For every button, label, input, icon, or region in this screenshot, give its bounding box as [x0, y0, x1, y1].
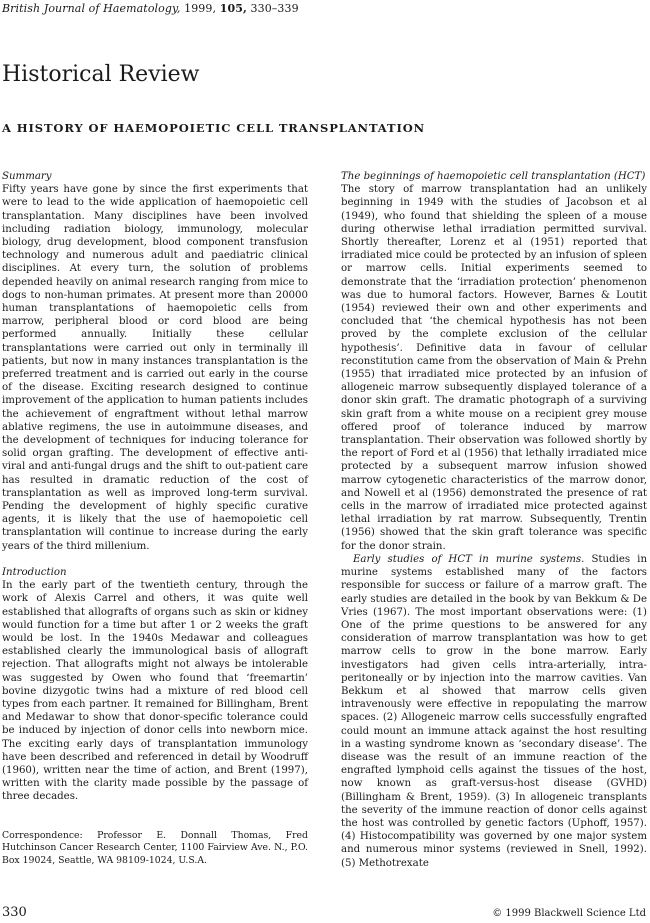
journal-volume: 105, [219, 2, 247, 15]
summary-paragraph: Fifty years have gone by since the first experiments that were to lead to the wide application of haemopoietic cell transplantation. Many disciplines have been involved including radiation biology, immunology, molecular biology, drug development, blood component transfusion technology and numerous adult and paediatric clinical disciplines. At every turn, the solution of problems depended heavily on animal research ranging from mice to dogs to non-human primates. At present more than 20000 human transplantations of haemopoietic cells from marrow, peripheral blood or cord blood are being performed annually. Initially these cellular transplantations were carried out only in terminally ill patients, but now in many instances transplantation is the preferred treatment and is carried out early in the course of the disease. Exciting research designed to continue improvement of the application to human patients includes the achievement of engraftment without lethal marrow ablative regimens, the use in autoimmune diseases, and the development of techniques for inducing tolerance for solid organ grafting. The development of effective anti-viral and anti-fungal drugs and the shift to out-patient care has resulted in dramatic reduction of the cost of transplantation as well as improved long-term survival. Pending the development of highly specific curative agents, it is likely that the use of haemopoietic cell transplantation will continue to increase during the early years of the third millenium. [2, 184, 308, 552]
journal-pages: 330–339 [250, 2, 299, 15]
copyright-notice: © 1999 Blackwell Science Ltd [492, 908, 646, 919]
beginnings-heading: The beginnings of haemopoietic cell transplantation (HCT) [341, 171, 646, 182]
introduction-heading: Introduction [2, 566, 67, 578]
summary-heading: Summary [2, 171, 52, 182]
murine-heading: Early studies of HCT in murine systems. [353, 553, 585, 565]
introduction-paragraph: In the early part of the twentieth century, through the work of Alexis Carrel and others, it was quite well established that allografts of organs such as skin or kidney would function for a time but after 1 or 2 weeks the graft would be lost. In the 1940s Medawar and colleagues established clearly the immunological basis of allograft rejection. That allografts might not always be intolerable was suggested by Owen who found that ‘freemartin’ bovine dizygotic twins had a mixture of red blood cell types from each partner. It remained for Billingham, Brent and Medawar to show that donor-specific tolerance could be induced by injection of donor cells into newborn mice. The exciting early days of transplantation immunology have been described and referenced in detail by Woodruff (1960), written near the time of action, and Brent (1997), written with the clarity made possible by the passage of three decades. [2, 580, 308, 803]
page-number: 330 [2, 905, 27, 920]
correspondence-note: Correspondence: Professor E. Donnall Thomas, Fred Hutchinson Cancer Research Center, 1100 Fairview Ave. N., P.O. Box 19024, Seattle, WA 98109-1024, U.S.A. [2, 830, 308, 866]
article-title: A HISTORY OF HAEMOPOIETIC CELL TRANSPLANTATION [2, 121, 426, 135]
murine-text: Studies in murine systems established many of the factors responsible for success or failure of a marrow graft. The early studies are detailed in the book by van Bekkum & De Vries (1967). The most important observations were: (1) One of the prime questions to be answered for any consideration of marrow transplantation was how to get marrow cells to grow in the bone marrow. Early investigators had given cells intra-arterially, intra-peritoneally or by injection into the marrow cavities. Van Bekkum et al showed that marrow cells given intravenously were effective in repopulating the marrow spaces. (2) Allogeneic marrow cells successfully engrafted could mount an immune attack against the host resulting in a wasting syndrome known as ‘secondary disease’. The disease was the result of an immune reaction of the engrafted lymphoid cells against the tissues of the host, now known as graft-versus-host disease (GVHD) (Billingham & Brent, 1959). (3) In allogeneic transplants the severity of the immune reaction of donor cells against the host was controlled by genetic factors (Uphoff, 1957). (4) Histocompatibility was governed by one major system and numerous minor systems (reviewed in Snell, 1992). (5) Methotrexate [341, 553, 647, 869]
beginnings-paragraph: The story of marrow transplantation had an unlikely beginning in 1949 with the studies of Jacobson et al (1949), who found that shielding the spleen of a mouse during otherwise lethal irradiation permitted survival. Shortly thereafter, Lorenz et al (1951) reported that irradiated mice could be protected by an infusion of spleen or marrow cells. Initial experiments seemed to demonstrate that the ‘irradiation protection’ phenomenon was due to humoral factors. However, Barnes & Loutit (1954) reviewed their own and other experiments and concluded that ‘the chemical hypothesis has not been proved by the complete exclusion of the cellular hypothesis’. Definitive data in favour of cellular reconstitution came from the observation of Main & Prehn (1955) that irradiated mice protected by an infusion of allogeneic marrow subsequently displayed tolerance of a donor skin graft. The dramatic photograph of a surviving skin graft from a white mouse on a recipient grey mouse offered proof of tolerance induced by marrow transplantation. Their observation was followed shortly by the report of Ford et al (1956) that lethally irradiated mice protected by a subsequent marrow infusion showed marrow cytogenetic characteristics of the marrow donor, and Nowell et al (1956) demonstrated the presence of rat cells in the marrow of irradiated mice protected against lethal irradiation by rat marrow. Subsequently, Trentin (1956) showed that the skin graft tolerance was specific for the donor strain. [341, 184, 647, 552]
section-title: Historical Review [2, 62, 200, 87]
running-head [2, 2, 299, 15]
right-column [341, 170, 647, 870]
murine-paragraph [341, 553, 647, 870]
left-column [2, 170, 308, 804]
journal-year: 1999, [184, 2, 217, 15]
journal-name: British Journal of Haematology, [2, 2, 181, 15]
